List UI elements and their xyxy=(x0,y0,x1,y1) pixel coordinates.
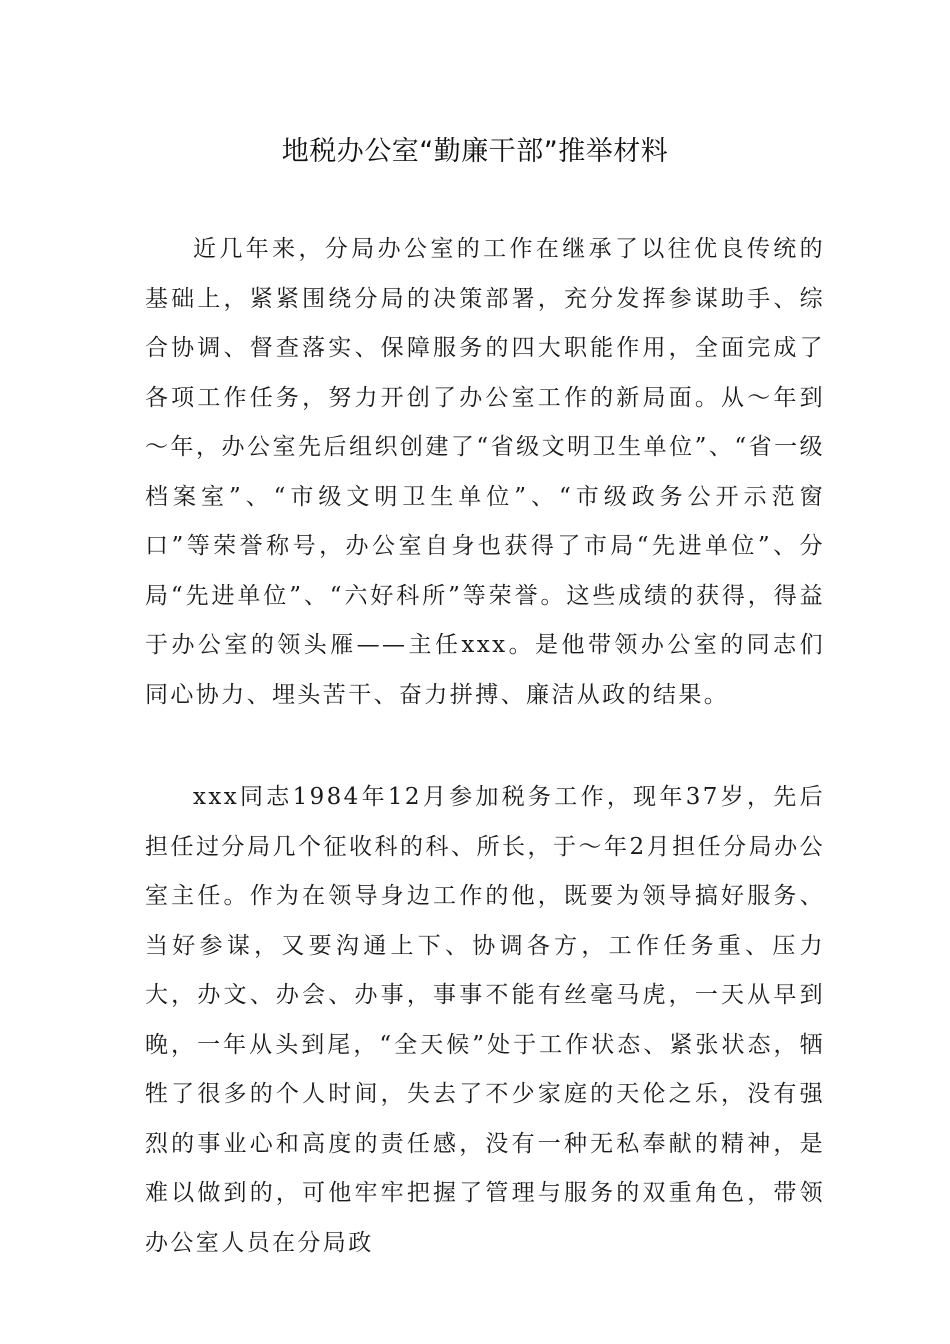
body-paragraph-2: xxx同志1984年12月参加税务工作，现年37岁，先后担任过分局几个征收科的科、所长，于～年2月担任分局办公室主任。作为在领导身边工作的他，既要为领导搞好服务、当好参谋，又要沟通上下、协调各方，工作任务重、压力大，办文、办会、办事，事事不能有丝毫马虎，一天从早到晚，一年从头到尾，“全天候”处于工作状态、紧张状态，牺牲了很多的个人时间，失去了不少家庭的天伦之乐，没有强烈的事业心和高度的责任感，没有一种无私奉献的精神，是难以做到的，可他牢牢把握了管理与服务的双重角色，带领办公室人员在分局政 xyxy=(145,784,825,1256)
body-paragraph-1: 近几年来，分局办公室的工作在继承了以往优良传统的基础上，紧紧围绕分局的决策部署，充分发挥参谋助手、综合协调、督查落实、保障服务的四大职能作用，全面完成了各项工作任务，努力开创了办公室工作的新局面。从～年到～年，办公室先后组织创建了“省级文明卫生单位”、“省一级档案室”、“市级文明卫生单位”、“市级政务公开示范窗口”等荣誉称号，办公室自身也获得了市局“先进单位”、分局“先进单位”、“六好科所”等荣誉。这些成绩的获得，得益于办公室的领头雁——主任xxx。是他带领办公室的同志们同心协力、埋头苦干、奋力拼搏、廉洁从政的结果。 xyxy=(145,236,825,708)
document-title: 地税办公室“勤廉干部”推举材料 xyxy=(281,136,669,167)
